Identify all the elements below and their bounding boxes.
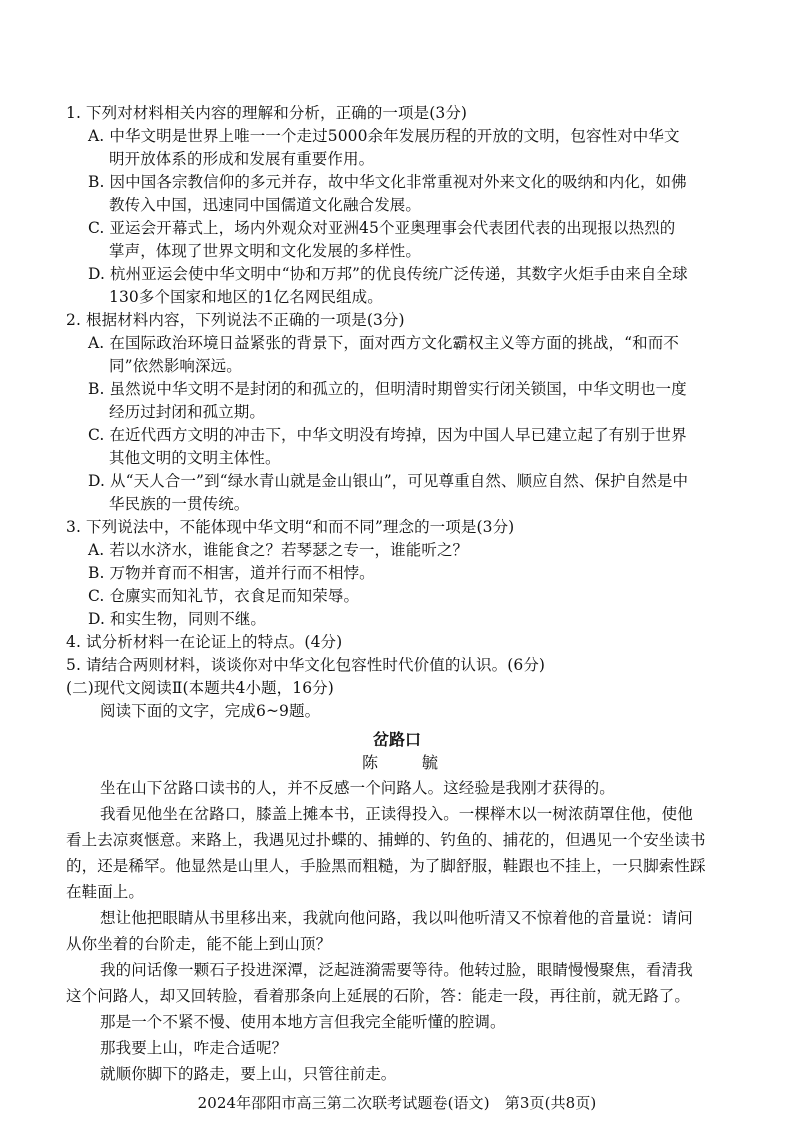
- text-line: 想让他把眼睛从书里移出来，我就向他问路，我以叫他听清又不惊着他的音量说：请问: [100, 909, 693, 927]
- text-line: 的，还是稀罕。他显然是山里人，手脸黑而粗糙，为了脚舒服，鞋跟也不挂上，一只脚索性踩: [66, 857, 706, 875]
- text-line: A. 中华文明是世界上唯一一个走过5000余年发展历程的开放的文明，包容性对中华文: [88, 127, 680, 145]
- text-line: 那是一个不紧不慢、使用本地方言但我完全能听懂的腔调。: [100, 1013, 506, 1031]
- text-line: (二)现代文阅读Ⅱ(本题共4小题，16分): [66, 679, 334, 697]
- text-line: 在鞋面上。: [66, 883, 145, 901]
- text-line: 同”依然影响深远。: [109, 357, 242, 375]
- text-line: 1. 下列对材料相关内容的理解和分析，正确的一项是(3分): [66, 104, 468, 122]
- text-line: 明开放体系的形成和发展有重要作用。: [109, 150, 375, 168]
- text-line: 从你坐着的台阶走，能不能上到山顶？: [66, 935, 332, 953]
- text-line: 4. 试分析材料一在论证上的特点。(4分): [66, 633, 343, 651]
- text-line: 教传入中国，迅速同中国儒道文化融合发展。: [109, 196, 422, 214]
- text-line: C. 亚运会开幕式上，场内外观众对亚洲45个亚奥理事会代表团代表的出现报以热烈的: [88, 219, 676, 237]
- page-footer: 2024年邵阳市高三第二次联考试题卷(语文) 第3页(共8页): [197, 1094, 597, 1112]
- text-line: D. 从“天人合一”到“绿水青山就是金山银山”，可见尊重自然、顺应自然、保护自然是中: [88, 472, 689, 490]
- text-line: 3. 下列说法中，不能体现中华文明“和而不同”理念的一项是(3分): [66, 518, 515, 536]
- text-line: C. 仓廪实而知礼节，衣食足而知荣辱。: [88, 587, 360, 605]
- text-line: 经历过封闭和孤立期。: [109, 403, 266, 421]
- text-line: A. 在国际政治环境日益紧张的背景下，面对西方文化霸权主义等方面的挑战，“和而不: [88, 334, 679, 352]
- text-line: 其他文明的文明主体性。: [109, 449, 281, 467]
- text-line: B. 因中国各宗教信仰的多元并存，故中华文化非常重视对外来文化的吸纳和内化，如佛: [88, 173, 687, 191]
- passage-author: 陈 毓: [361, 753, 452, 772]
- text-line: 看上去凉爽惬意。来路上，我遇见过扑蝶的、捕蝉的、钓鱼的、捕花的，但遇见一个安坐读书: [66, 831, 706, 849]
- text-line: C. 在近代西方文明的冲击下，中华文明没有垮掉，因为中国人早已建立起了有别于世界: [88, 426, 687, 444]
- text-line: 130多个国家和地区的1亿名网民组成。: [109, 288, 383, 306]
- text-line: 我看见他坐在岔路口，膝盖上摊本书，正读得投入。一棵榉木以一树浓荫罩住他，使他: [100, 805, 693, 823]
- text-line: 阅读下面的文字，完成6~9题。: [100, 702, 321, 720]
- text-line: 这个问路人，却又回转脸，看着那条向上延展的石阶，答：能走一段，再往前，就无路了。: [66, 987, 691, 1005]
- text-line: 5. 请结合两则材料，谈谈你对中华文化包容性时代价值的认识。(6分): [66, 656, 546, 674]
- text-line: 那我要上山，咋走合适呢？: [100, 1039, 288, 1057]
- text-line: 就顺你脚下的路走，要上山，只管往前走。: [100, 1065, 397, 1083]
- text-line: B. 万物并育而不相害，道并行而不相悖。: [88, 564, 375, 582]
- text-line: D. 杭州亚运会使中华文明中“协和万邦”的优良传统广泛传递，其数字火炬手由来自全球: [88, 265, 688, 283]
- text-line: A. 若以水济水，谁能食之？若琴瑟之专一，谁能听之？: [88, 541, 469, 559]
- text-line: B. 虽然说中华文明不是封闭的和孤立的，但明清时期曾实行闭关锁国，中华文明也一度: [88, 380, 687, 398]
- text-line: 华民族的一贯传统。: [109, 495, 250, 513]
- text-line: 我的问话像一颗石子投进深潭，泛起涟漪需要等待。他转过脸，眼睛慢慢聚焦，看清我: [100, 961, 693, 979]
- text-line: 坐在山下岔路口读书的人，并不反感一个问路人。这经验是我刚才获得的。: [100, 779, 615, 797]
- text-line: 2. 根据材料内容，下列说法不正确的一项是(3分): [66, 311, 405, 329]
- passage-title: 岔路口: [372, 730, 422, 749]
- text-line: D. 和实生物，同则不继。: [88, 610, 267, 628]
- text-line: 掌声，体现了世界文明和文化发展的多样性。: [109, 242, 422, 260]
